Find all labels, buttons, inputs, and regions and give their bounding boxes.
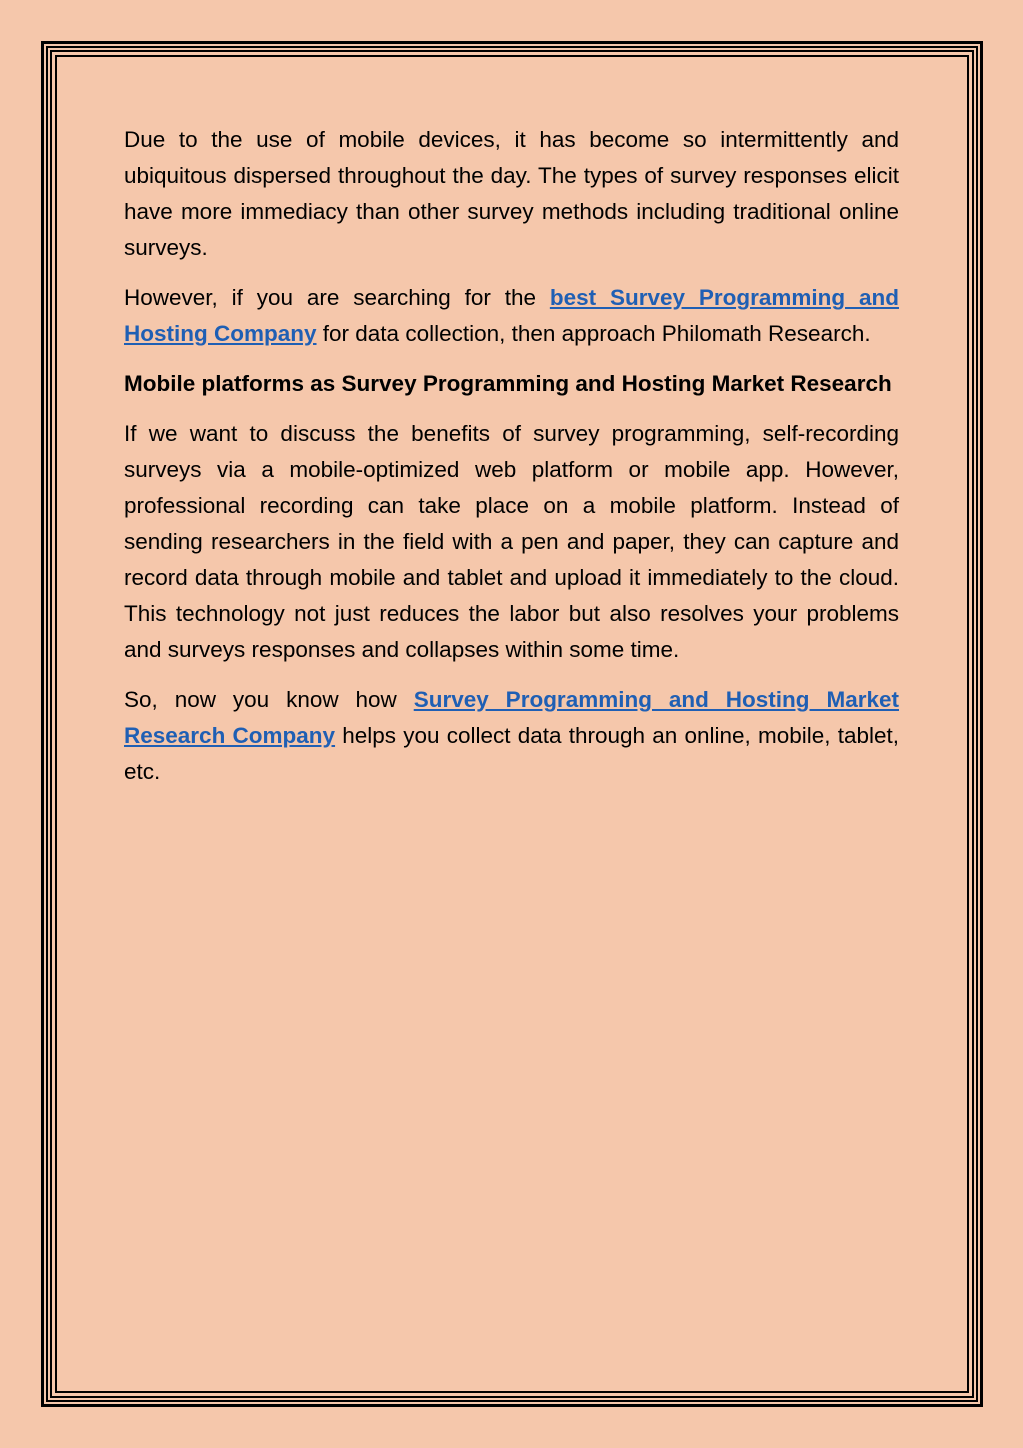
paragraph-philomath [124,280,899,352]
survey-programming-company-link[interactable]: Survey Programming and Hosting Market Research Company [124,687,899,748]
document-body [124,122,899,804]
section-heading: Mobile platforms as Survey Programming and Hosting Market Research [124,371,892,396]
paragraph-conclusion [124,682,899,790]
paragraph-philomath-text-after: for data collection, then approach Philomath Research. [316,321,871,346]
paragraph-benefits: If we want to discuss the benefits of survey programming, self-recording surveys via a mobile-optimized web platform or mobile app. However, professional recording can take place on a mobile platform. Instead of sending researchers in the field with a pen and paper, they can capture and record data through mobile and tablet and upload it immediately to the cloud. This technology not just reduces the labor but also resolves your problems and surveys responses and collapses within some time. [124,421,899,662]
best-survey-programming-link[interactable]: best Survey Programming and Hosting Company [124,285,899,346]
paragraph-conclusion-text-after: helps you collect data through an online, mobile, tablet, etc. [124,723,899,784]
paragraph-philomath-text-before: However, if you are searching for the [124,285,550,310]
paragraph-conclusion-text-before: So, now you know how [124,687,414,712]
paragraph-intro: Due to the use of mobile devices, it has become so intermittently and ubiquitous dispersed throughout the day. The types of survey responses elicit have more immediacy than other survey methods including traditional online surveys. [124,127,899,260]
